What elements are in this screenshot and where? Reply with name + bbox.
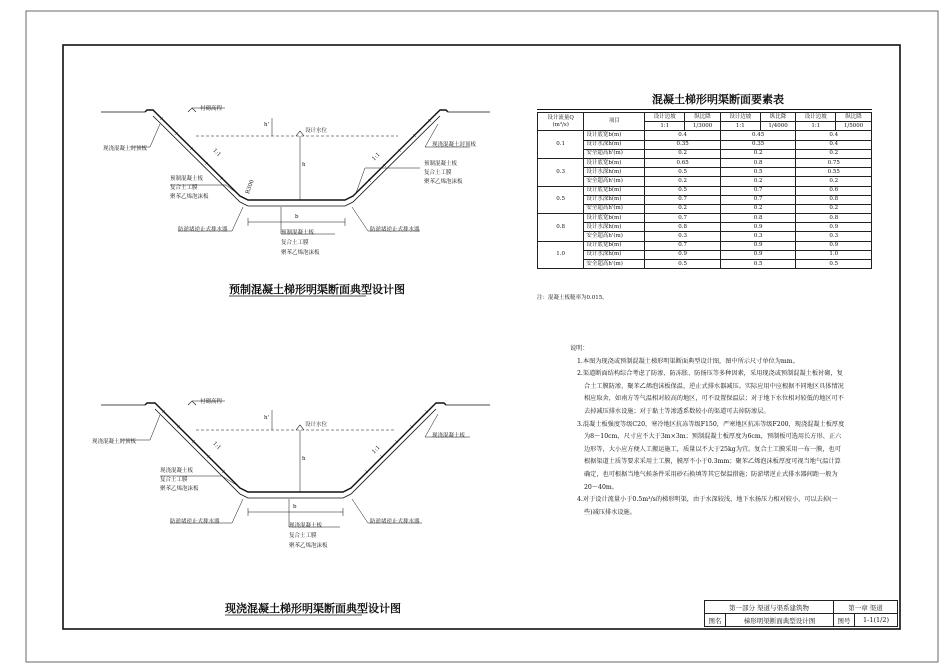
value-cell: 0.75 bbox=[796, 158, 872, 167]
value-cell: 1.0 bbox=[796, 250, 872, 259]
value-cell: 0.2 bbox=[645, 177, 721, 186]
item-cell: 安全超高h'(m) bbox=[584, 260, 645, 269]
value-cell: 0.3 bbox=[720, 232, 796, 241]
top-dim-h: h bbox=[302, 162, 306, 168]
bottom-dim-b: b bbox=[293, 504, 297, 510]
item-cell: 安全超高h'(m) bbox=[584, 204, 645, 213]
value-cell: 0.2 bbox=[645, 204, 721, 213]
top-left-layers: 预制混凝土板 复合土工膜 聚苯乙烯泡沫板 bbox=[170, 176, 209, 200]
value-cell: 0.9 bbox=[720, 250, 796, 259]
value-cell: 0.6 bbox=[796, 186, 872, 195]
bottom-dim-hprime: h' bbox=[264, 415, 270, 421]
top-water-level-label: 设计水位 bbox=[305, 128, 328, 134]
item-cell: 设计底宽b(m) bbox=[584, 214, 645, 223]
value-cell: 0.4 bbox=[645, 131, 721, 140]
value-cell: 0.9 bbox=[796, 223, 872, 232]
top-left-sealing-label: 现浇混凝土封顶板 bbox=[103, 146, 148, 152]
slope-value-3: 1:1 bbox=[796, 122, 836, 131]
bottom-right-sealing-label: 现浇混凝土板 bbox=[432, 433, 466, 439]
head-grade-2: 纵比降 bbox=[760, 113, 796, 122]
bottom-lining-top-label: 衬砌高程 bbox=[200, 399, 223, 405]
value-cell: 0.8 bbox=[720, 158, 796, 167]
title-block-name: 梯形明渠断面典型设计图 bbox=[726, 614, 834, 627]
value-cell: 0.7 bbox=[645, 195, 721, 204]
value-cell: 0.2 bbox=[796, 149, 872, 158]
value-cell: 0.8 bbox=[720, 214, 796, 223]
head-slope-3: 设计边坡 bbox=[796, 113, 836, 122]
note-item-3: 3.混凝土板强度等级C20，寒冷地区抗冻等级F150，严寒地区抗冻等级F200，现浇混凝土板厚度为8～10cm，尺寸应不大于3m×3m；预制混凝土板厚度为6cm，预制板可选用长方形、正六边形等，大小应方便人工搬运施工，质量以不大于25kg为宜。复合土工膜采用一布一膜，也可根据渠道土质等要求采用土工膜，膜厚不小于0.3mm；聚苯乙烯泡沫板厚度可视当地气温计算确定，也可根据当地气候条件采用砂石换填等其它保温措施；防淤堵逆止式排水器间距一般为20～40m。 bbox=[577, 420, 845, 491]
value-cell: 0.45 bbox=[720, 131, 796, 140]
table-row bbox=[538, 186, 872, 195]
value-cell: 0.8 bbox=[645, 223, 721, 232]
table-row bbox=[538, 140, 872, 149]
table-row bbox=[538, 158, 872, 167]
bottom-figure-title: 现浇混凝土梯形明渠断面典型设计图 bbox=[225, 602, 401, 615]
value-cell: 0.9 bbox=[720, 241, 796, 250]
top-dim-r: R300 bbox=[244, 179, 256, 195]
table-row bbox=[538, 204, 872, 213]
value-cell: 0.5 bbox=[720, 260, 796, 269]
table-row bbox=[538, 214, 872, 223]
flow-cell: 1.0 bbox=[538, 241, 584, 269]
table-row bbox=[538, 177, 872, 186]
value-cell: 0.9 bbox=[796, 241, 872, 250]
value-cell: 0.5 bbox=[796, 260, 872, 269]
title-block-name-label: 图名 bbox=[705, 614, 726, 627]
value-cell: 0.35 bbox=[645, 140, 721, 149]
value-cell: 0.9 bbox=[645, 250, 721, 259]
value-cell: 0.35 bbox=[720, 140, 796, 149]
top-drain-right-label: 防淤堵逆止式排水器 bbox=[370, 227, 420, 233]
item-cell: 设计水深h(m) bbox=[584, 168, 645, 177]
title-block-part: 第一部分 渠道与渠系建筑物 bbox=[705, 601, 834, 614]
table-row bbox=[538, 168, 872, 177]
item-cell: 设计底宽b(m) bbox=[584, 131, 645, 140]
value-cell: 0.4 bbox=[796, 131, 872, 140]
grade-value-1: 1/3000 bbox=[685, 122, 721, 131]
value-cell: 0.2 bbox=[720, 204, 796, 213]
item-cell: 设计底宽b(m) bbox=[584, 158, 645, 167]
item-cell: 设计水深h(m) bbox=[584, 195, 645, 204]
table-row bbox=[538, 149, 872, 158]
top-slope-left: 1:1 bbox=[211, 147, 222, 159]
item-cell: 安全超高h'(m) bbox=[584, 177, 645, 186]
top-right-sealing-label: 现浇混凝土封顶板 bbox=[432, 142, 477, 148]
value-cell: 0.2 bbox=[720, 177, 796, 186]
head-slope-2: 设计边坡 bbox=[720, 113, 760, 122]
grade-value-2: 1/4000 bbox=[760, 122, 796, 131]
note-item-4: 4.对于设计流量小于0.5m³/s的梯形明渠，由于水深较浅，地下水扬压力相对较小，可以去掉(一些)减压排水设施。 bbox=[577, 496, 838, 516]
table-top-rule bbox=[537, 109, 872, 110]
item-cell: 安全超高h'(m) bbox=[584, 232, 645, 241]
table-row bbox=[538, 250, 872, 259]
top-dim-hprime: h' bbox=[264, 122, 270, 128]
bottom-slope-left: 1:1 bbox=[211, 440, 222, 452]
value-cell: 0.9 bbox=[720, 223, 796, 232]
bottom-water-level-label: 设计水位 bbox=[305, 422, 328, 428]
head-slope-1: 设计边坡 bbox=[645, 113, 685, 122]
notes-heading: 说明： bbox=[570, 345, 589, 352]
notes bbox=[570, 343, 845, 519]
value-cell: 0.7 bbox=[720, 195, 796, 204]
title-block-num-label: 图号 bbox=[834, 614, 855, 627]
flow-cell: 0.8 bbox=[538, 214, 584, 242]
head-grade-3: 纵比降 bbox=[836, 113, 872, 122]
item-cell: 设计水深h(m) bbox=[584, 250, 645, 259]
value-cell: 0.5 bbox=[645, 186, 721, 195]
slope-value-1: 1:1 bbox=[645, 122, 685, 131]
value-cell: 0.7 bbox=[645, 214, 721, 223]
title-block-chapter: 第一章 渠道 bbox=[834, 601, 898, 614]
title-block-num: 1-1(1/2) bbox=[855, 614, 898, 627]
value-cell: 0.7 bbox=[720, 186, 796, 195]
value-cell: 0.65 bbox=[645, 158, 721, 167]
element-table bbox=[537, 112, 872, 269]
bottom-left-layers: 现浇混凝土板 复合土工膜 聚苯乙烯泡沫板 bbox=[160, 468, 199, 492]
bottom-drain-left-label: 防淤堵逆止式排水器 bbox=[170, 519, 220, 525]
flow-cell: 0.3 bbox=[538, 158, 584, 186]
top-section-drawing bbox=[101, 108, 490, 296]
bottom-slope-right: 1:1 bbox=[371, 444, 382, 456]
bottom-dim-h: h bbox=[302, 456, 306, 462]
value-cell: 0.7 bbox=[645, 241, 721, 250]
table-note: 注：混凝土板糙率为0.015。 bbox=[537, 295, 608, 301]
note-item-2: 2.渠道断面结构综合考虑了防渗、防冻胀、防扬压等多种因素，采用现浇或预制混凝土板衬砌，复合土工膜防渗，聚苯乙烯泡沫板保温，逆止式排水器减压。实际应用中应根据不同地区具体情况相应取舍，如南方等气温相对较高的地区，可不设置保温层；对于地下水位相对较低的地区可不去掉减压排水设施；对于黏土等渗透系数较小的渠道可去掉防渗层。 bbox=[577, 370, 844, 415]
value-cell: 0.8 bbox=[796, 195, 872, 204]
value-cell: 0.2 bbox=[720, 149, 796, 158]
flow-cell: 0.5 bbox=[538, 186, 584, 214]
item-cell: 安全超高h'(m) bbox=[584, 149, 645, 158]
value-cell: 0.5 bbox=[645, 168, 721, 177]
table-row bbox=[538, 223, 872, 232]
item-cell: 设计水深h(m) bbox=[584, 223, 645, 232]
table-row bbox=[538, 260, 872, 269]
value-cell: 0.3 bbox=[796, 232, 872, 241]
top-right-layers: 预制混凝土板 复合土工膜 聚苯乙烯泡沫板 bbox=[424, 161, 463, 185]
value-cell: 0.8 bbox=[796, 214, 872, 223]
value-cell: 0.3 bbox=[645, 232, 721, 241]
top-slope-right: 1:1 bbox=[371, 151, 382, 163]
head-flow: 设计流量Q (m³/s) bbox=[538, 113, 584, 131]
value-cell: 0.55 bbox=[796, 168, 872, 177]
top-figure-title: 预制混凝土梯形明渠断面典型设计图 bbox=[229, 283, 405, 296]
flow-cell: 0.1 bbox=[538, 131, 584, 159]
top-bottom-layers: 预制混凝土板 复合土工膜 聚苯乙烯泡沫板 bbox=[281, 230, 320, 256]
item-cell: 设计水深h(m) bbox=[584, 140, 645, 149]
top-lining-top-label: 衬砌高程 bbox=[200, 106, 223, 112]
item-cell: 设计底宽b(m) bbox=[584, 186, 645, 195]
top-drain-left-label: 防淤堵逆止式排水器 bbox=[178, 227, 228, 233]
bottom-drain-right-label: 防淤堵逆止式排水器 bbox=[370, 519, 420, 525]
slope-value-2: 1:1 bbox=[720, 122, 760, 131]
value-cell: 0.5 bbox=[720, 168, 796, 177]
title-block bbox=[704, 600, 898, 628]
value-cell: 0.4 bbox=[796, 140, 872, 149]
table-row bbox=[538, 232, 872, 241]
table-row bbox=[538, 241, 872, 250]
bottom-left-sealing-label: 现浇混凝土封顶板 bbox=[92, 439, 137, 445]
head-item: 项目 bbox=[584, 113, 645, 131]
value-cell: 0.5 bbox=[645, 260, 721, 269]
grade-value-3: 1/5000 bbox=[836, 122, 872, 131]
note-item-1: 1.本图为现浇或预制混凝土梯形明渠断面典型设计图，图中所示尺寸单位为mm。 bbox=[577, 357, 799, 365]
table-title: 混凝土梯形明渠断面要素表 bbox=[652, 93, 784, 106]
value-cell: 0.2 bbox=[645, 149, 721, 158]
head-grade-1: 纵比降 bbox=[685, 113, 721, 122]
table-row bbox=[538, 195, 872, 204]
bottom-bottom-layers: 现浇混凝土板 复合土工膜 聚苯乙烯泡沫板 bbox=[289, 523, 328, 549]
item-cell: 设计底宽b(m) bbox=[584, 241, 645, 250]
value-cell: 0.2 bbox=[796, 177, 872, 186]
top-dim-b: b bbox=[295, 214, 299, 220]
value-cell: 0.2 bbox=[796, 204, 872, 213]
table-row bbox=[538, 131, 872, 140]
